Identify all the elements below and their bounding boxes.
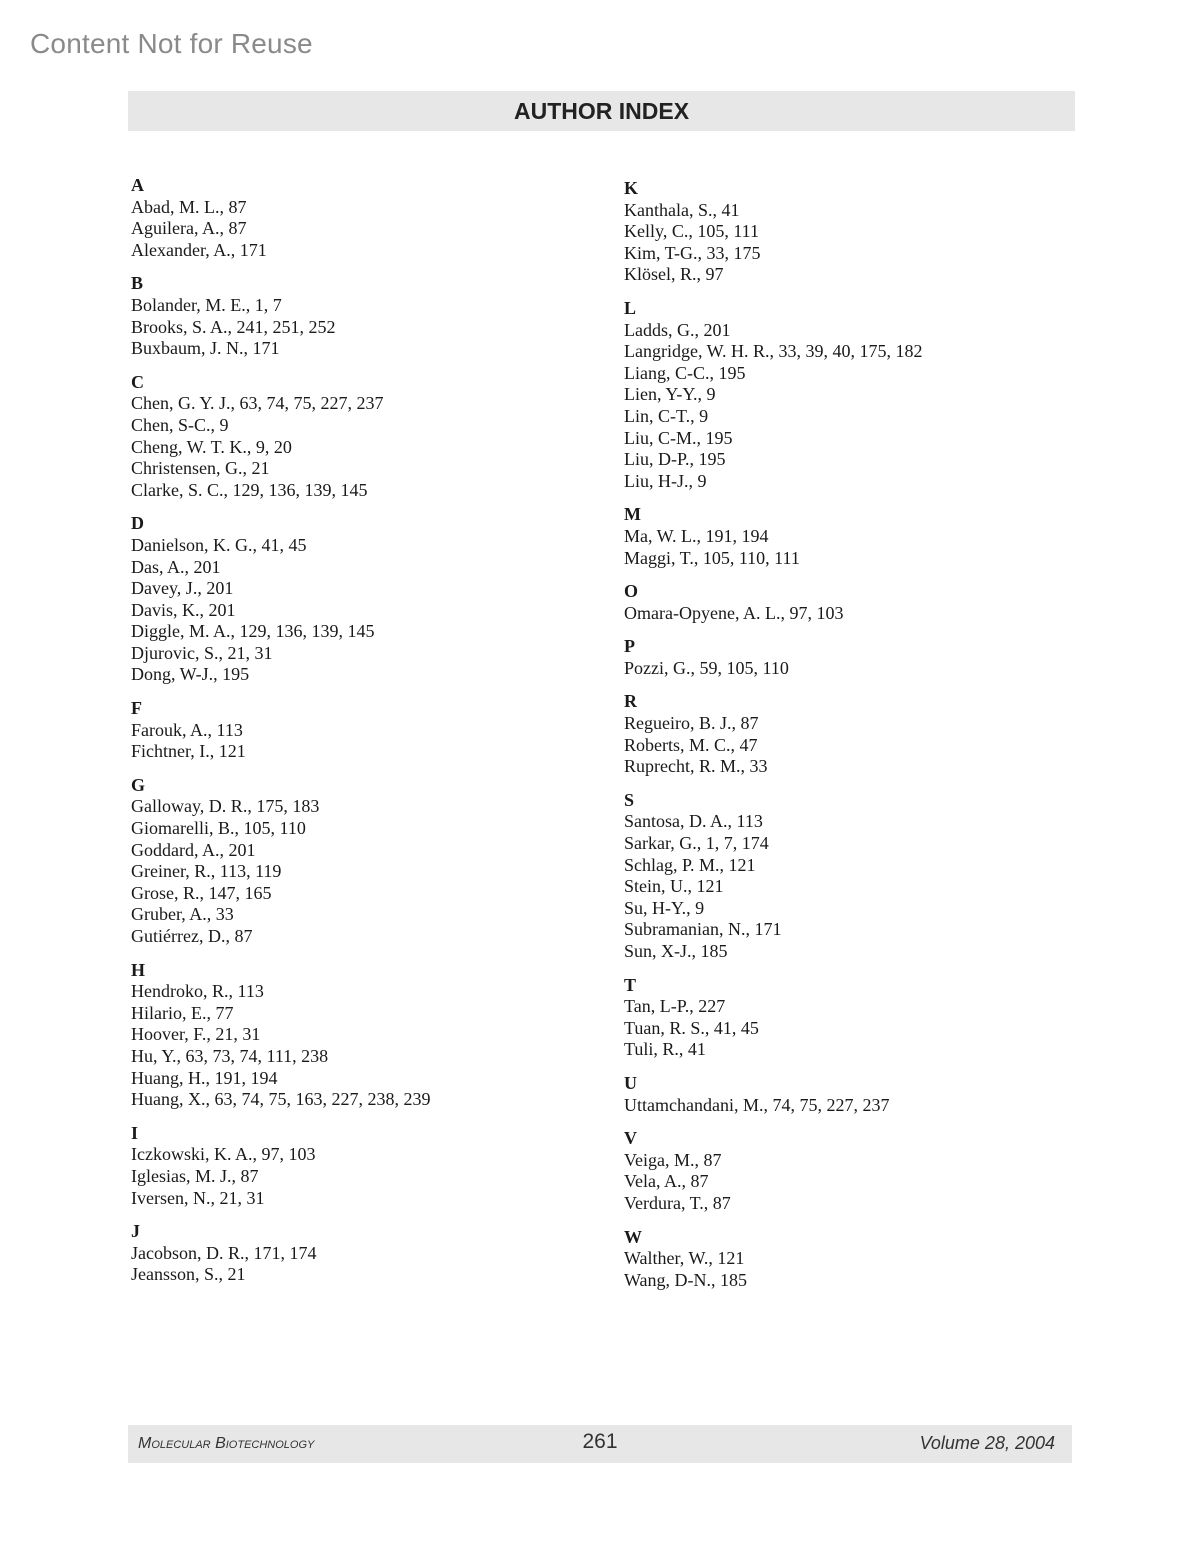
section-letter: O <box>624 581 639 602</box>
author-entry: Jeansson, S., 21 <box>131 1264 246 1285</box>
author-entry: Gutiérrez, D., 87 <box>131 926 253 946</box>
author-entry: Tan, L-P., 227 <box>624 996 726 1017</box>
author-entry: Ma, W. L., 191, 194 <box>624 525 769 546</box>
section-letter: L <box>624 297 637 318</box>
author-entry: Uttamchandani, M., 74, 75, 227, 237 <box>624 1094 890 1115</box>
index-column-left <box>131 175 591 1298</box>
author-entry: Kim, T-G., 33, 175 <box>624 242 761 263</box>
index-section-c <box>131 372 591 502</box>
index-section-w <box>624 1227 1064 1292</box>
index-section-t <box>624 975 1064 1061</box>
author-entry: Stein, U., 121 <box>624 876 724 897</box>
section-letter: B <box>131 273 144 294</box>
author-entry: Cheng, W. T. K., 9, 20 <box>131 436 292 457</box>
index-section-u <box>624 1073 1064 1116</box>
section-letter: D <box>131 513 144 534</box>
author-entry: Vela, A., 87 <box>624 1171 709 1192</box>
section-letter: G <box>131 774 146 795</box>
author-entry: Liu, H-J., 9 <box>624 470 707 491</box>
index-section-k <box>624 178 1064 286</box>
author-entry: Giomarelli, B., 105, 110 <box>131 818 306 839</box>
author-entry: Tuan, R. S., 41, 45 <box>624 1017 759 1038</box>
section-letter: C <box>131 371 144 392</box>
author-entry: Fichtner, I., 121 <box>131 741 246 762</box>
author-entry: Sun, X-J., 185 <box>624 941 728 961</box>
author-entry: Farouk, A., 113 <box>131 719 243 740</box>
section-letter: M <box>624 504 641 525</box>
section-letter: J <box>131 1221 140 1242</box>
index-section-a <box>131 175 591 261</box>
author-entry: Hu, Y., 63, 73, 74, 111, 238 <box>131 1045 329 1066</box>
author-entry: Diggle, M. A., 129, 136, 139, 145 <box>131 621 375 642</box>
author-entry: Alexander, A., 171 <box>131 239 267 260</box>
author-entry: Hendroko, R., 113 <box>131 981 264 1002</box>
author-entry: Ladds, G., 201 <box>624 319 731 340</box>
index-section-i <box>131 1123 591 1209</box>
author-entry: Dong, W-J., 195 <box>131 664 250 685</box>
author-entry: Huang, X., 63, 74, 75, 163, 227, 238, 239 <box>131 1089 431 1110</box>
author-entry: Klösel, R., 97 <box>624 264 724 285</box>
author-entry: Hoover, F., 21, 31 <box>131 1024 261 1045</box>
author-entry: Maggi, T., 105, 110, 111 <box>624 547 800 568</box>
index-section-v <box>624 1128 1064 1214</box>
watermark: Content Not for Reuse <box>30 28 313 59</box>
author-entry: Goddard, A., 201 <box>131 839 256 860</box>
journal-name: Molecular Biotechnology <box>138 1435 315 1452</box>
author-entry: Su, H-Y., 9 <box>624 897 705 918</box>
author-entry: Wang, D-N., 185 <box>624 1269 748 1290</box>
author-entry: Davey, J., 201 <box>131 578 234 599</box>
index-section-j <box>131 1221 591 1286</box>
author-entry: Walther, W., 121 <box>624 1248 745 1269</box>
author-entry: Chen, S-C., 9 <box>131 414 229 435</box>
author-entry: Grose, R., 147, 165 <box>131 882 272 903</box>
author-entry: Lien, Y-Y., 9 <box>624 384 716 405</box>
author-entry: Kelly, C., 105, 111 <box>624 221 759 242</box>
section-letter: T <box>624 974 637 995</box>
author-entry: Liang, C-C., 195 <box>624 362 746 383</box>
author-entry: Santosa, D. A., 113 <box>624 811 763 832</box>
footer-bar <box>128 1425 1072 1463</box>
section-letter: I <box>131 1122 139 1143</box>
page-number: 261 <box>582 1430 618 1453</box>
index-section-d <box>131 513 591 686</box>
author-entry: Ruprecht, R. M., 33 <box>624 756 768 777</box>
author-entry: Aguilera, A., 87 <box>131 218 247 239</box>
author-entry: Buxbaum, J. N., 171 <box>131 338 280 359</box>
author-entry: Galloway, D. R., 175, 183 <box>131 796 320 817</box>
section-letter: K <box>624 178 639 198</box>
author-entry: Tuli, R., 41 <box>624 1039 706 1060</box>
author-entry: Gruber, A., 33 <box>131 904 234 925</box>
author-entry: Davis, K., 201 <box>131 599 236 620</box>
author-entry: Liu, C-M., 195 <box>624 427 733 448</box>
index-section-s <box>624 790 1064 963</box>
section-letter: U <box>624 1072 637 1093</box>
author-entry: Iczkowski, K. A., 97, 103 <box>131 1144 316 1165</box>
section-letter: P <box>624 636 635 657</box>
author-entry: Danielson, K. G., 41, 45 <box>131 534 307 555</box>
author-entry: Sarkar, G., 1, 7, 174 <box>624 833 769 854</box>
author-entry: Kanthala, S., 41 <box>624 199 740 220</box>
author-entry: Subramanian, N., 171 <box>624 919 782 940</box>
author-entry: Liu, D-P., 195 <box>624 449 726 470</box>
author-entry: Chen, G. Y. J., 63, 74, 75, 227, 237 <box>131 393 384 414</box>
volume-info: Volume 28, 2004 <box>919 1433 1055 1453</box>
author-entry: Bolander, M. E., 1, 7 <box>131 294 282 315</box>
author-entry: Jacobson, D. R., 171, 174 <box>131 1242 317 1263</box>
index-section-l <box>624 298 1064 492</box>
index-section-b <box>131 273 591 359</box>
section-letter: V <box>624 1128 637 1149</box>
header-bar <box>128 91 1075 131</box>
author-entry: Omara-Opyene, A. L., 97, 103 <box>624 602 844 623</box>
author-entry: Das, A., 201 <box>131 556 221 577</box>
author-entry: Pozzi, G., 59, 105, 110 <box>624 657 789 678</box>
index-column-right <box>624 178 1064 1303</box>
author-entry: Greiner, R., 113, 119 <box>131 861 282 882</box>
author-entry: Djurovic, S., 21, 31 <box>131 642 273 663</box>
page-title: AUTHOR INDEX <box>513 97 690 124</box>
section-letter: S <box>624 789 635 810</box>
author-entry: Regueiro, B. J., 87 <box>624 713 759 734</box>
index-section-r <box>624 691 1064 777</box>
author-entry: Langridge, W. H. R., 33, 39, 40, 175, 182 <box>624 341 923 362</box>
index-section-g <box>131 775 591 948</box>
author-entry: Abad, M. L., 87 <box>131 196 247 217</box>
author-entry: Verdura, T., 87 <box>624 1192 731 1213</box>
index-section-f <box>131 698 591 763</box>
author-entry: Roberts, M. C., 47 <box>624 734 758 755</box>
section-letter: R <box>624 691 637 712</box>
index-section-m <box>624 504 1064 569</box>
index-section-o <box>624 581 1064 624</box>
section-letter: F <box>131 698 142 719</box>
author-entry: Iglesias, M. J., 87 <box>131 1165 259 1186</box>
author-entry: Iversen, N., 21, 31 <box>131 1187 265 1208</box>
section-letter: H <box>131 959 146 980</box>
author-entry: Lin, C-T., 9 <box>624 405 709 426</box>
author-entry: Clarke, S. C., 129, 136, 139, 145 <box>131 479 368 500</box>
author-entry: Veiga, M., 87 <box>624 1149 722 1170</box>
author-entry: Brooks, S. A., 241, 251, 252 <box>131 316 336 337</box>
author-entry: Schlag, P. M., 121 <box>624 854 756 875</box>
section-letter: W <box>624 1226 642 1247</box>
author-entry: Huang, H., 191, 194 <box>131 1067 278 1088</box>
author-entry: Hilario, E., 77 <box>131 1002 234 1023</box>
section-letter: A <box>131 175 144 195</box>
index-section-h <box>131 960 591 1111</box>
index-section-p <box>624 636 1064 679</box>
author-entry: Christensen, G., 21 <box>131 458 270 479</box>
